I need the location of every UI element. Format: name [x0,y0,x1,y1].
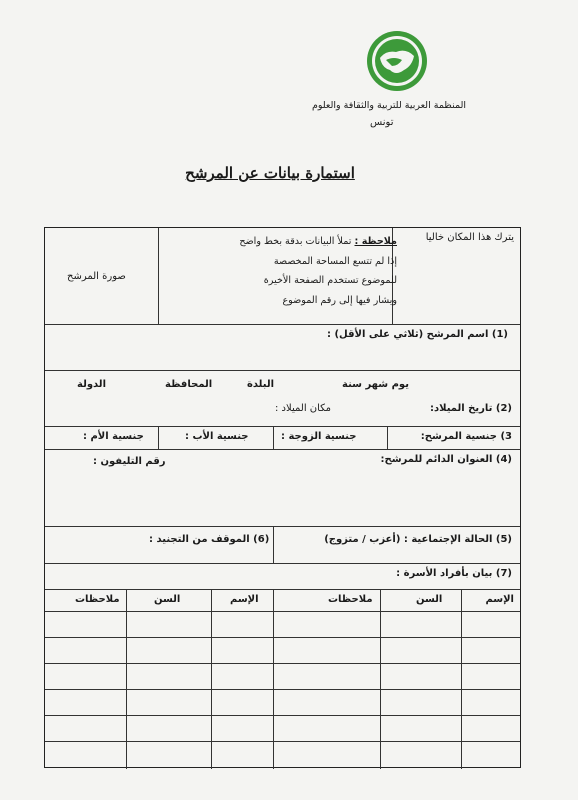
table-row [45,663,520,664]
divider [387,426,388,449]
table-header-notes: ملاحظات [75,594,120,605]
organization-name: المنظمة العربية للتربية والثقافة والعلوم [311,100,466,111]
note-label: ملاحظة : [354,236,397,247]
military-status-label: (6) الموقف من التجنيد : [149,534,270,545]
table-header-name: الإسم [485,594,514,605]
divider [45,526,520,527]
divider [45,589,520,590]
divider [45,563,520,564]
organization-logo [366,30,428,92]
form-title: استمارة بيانات عن المرشح [185,164,355,182]
birthplace-field-label: مكان الميلاد : [275,403,332,414]
note-line: تملأ البيانات بدقة بخط واضح [239,236,352,247]
phone-field-label: رقم التليفون : [93,456,166,467]
table-row [45,741,520,742]
divider [211,589,212,769]
dob-field-label: (2) تاريخ الميلاد: [429,403,512,414]
instructions-note [172,232,397,310]
leave-blank-note: يترك هذا المكان خاليا [425,232,514,243]
divider [273,426,274,449]
divider [158,228,159,324]
father-nationality-label: جنسية الأب : [185,431,249,442]
governorate-label: المحافظة [165,379,213,390]
table-header-notes: ملاحظات [328,594,373,605]
dob-parts-label: يوم شهر سنة [342,379,409,390]
note-line: للموضوع تستخدم الصفحة الأخيرة [263,275,397,287]
divider [126,589,127,769]
table-header-name: الإسم [230,594,259,605]
marital-status-label: (5) الحالة الإجتماعية : (أعزب / متزوج) [324,534,512,545]
divider [461,589,462,769]
address-field-label: (4) العنوان الدائم للمرشح: [380,454,512,465]
candidate-form [44,227,521,768]
town-label: البلدة [247,379,275,390]
spouse-nationality-label: جنسية الزوجة : [281,431,357,442]
divider [45,324,520,325]
divider [273,526,274,563]
divider [273,589,274,769]
divider [380,589,381,769]
organization-city: تونس [370,117,394,128]
candidate-photo-box: صورة المرشح [67,271,126,282]
note-line: ويشار فيها إلى رقم الموضوع [282,294,397,306]
divider [45,426,520,427]
table-header-age: السن [154,594,181,605]
divider [158,426,159,449]
table-row [45,689,520,690]
mother-nationality-label: جنسية الأم : [83,431,144,442]
name-field-label: (1) اسم المرشح (ثلاثي على الأقل) : [327,329,508,340]
divider [45,370,520,371]
family-members-label: (7) بيان بأفراد الأسرة : [396,568,512,579]
nationality-field-label: 3) جنسية المرشح: [420,431,512,442]
divider [45,449,520,450]
note-line: إذا لم تتسع المساحة المخصصة [273,255,397,267]
table-row [45,715,520,716]
country-label: الدولة [77,379,106,390]
table-row [45,611,520,612]
table-row [45,637,520,638]
table-header-age: السن [416,594,443,605]
